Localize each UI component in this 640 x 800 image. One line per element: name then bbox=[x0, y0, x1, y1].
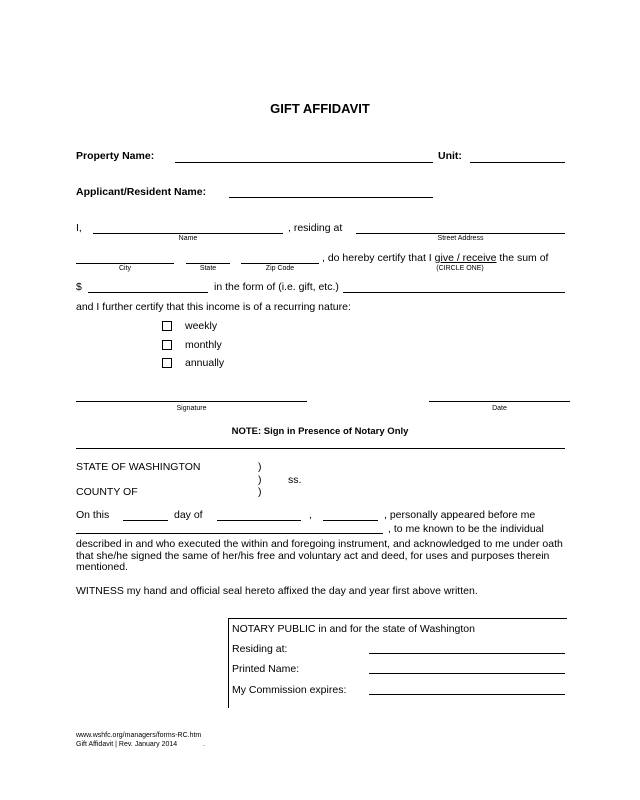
appeared-text: , personally appeared before me bbox=[384, 509, 536, 521]
footer-revision: Gift Affidavit | Rev. January 2014 bbox=[76, 741, 178, 748]
printed-name-label: Printed Name: bbox=[232, 663, 300, 675]
street-address-caption: Street Address bbox=[437, 235, 484, 242]
printed-name-field[interactable] bbox=[369, 673, 565, 674]
date-caption: Date bbox=[492, 405, 507, 412]
recurring-statement: and I further certify that this income is of a recurring nature: bbox=[76, 301, 351, 313]
on-this-label: On this bbox=[76, 509, 110, 521]
individual-name-field[interactable] bbox=[76, 533, 383, 534]
amount-field[interactable] bbox=[88, 292, 208, 293]
section-divider bbox=[76, 448, 565, 449]
name-field[interactable] bbox=[93, 233, 283, 234]
name-caption: Name bbox=[178, 235, 198, 242]
county-of: COUNTY OF bbox=[76, 486, 138, 498]
commission-expires-label: My Commission expires: bbox=[232, 684, 347, 696]
zip-code-field[interactable] bbox=[241, 263, 319, 264]
known-text: , to me known to be the individual bbox=[388, 523, 544, 535]
monthly-checkbox[interactable] bbox=[162, 340, 172, 350]
annually-label: annually bbox=[185, 357, 225, 369]
comma-separator: , bbox=[309, 509, 312, 521]
footer-mark: . bbox=[203, 741, 205, 748]
signature-field[interactable] bbox=[76, 401, 307, 402]
applicant-name-field[interactable] bbox=[229, 197, 433, 198]
date-field[interactable] bbox=[429, 401, 570, 402]
notary-public-label: NOTARY PUBLIC in and for the state of Washington bbox=[232, 623, 475, 635]
ss-label: ss. bbox=[288, 474, 302, 486]
give-receive-choice[interactable]: give / receive bbox=[434, 252, 497, 264]
notary-signature-line[interactable] bbox=[228, 618, 567, 619]
notary-block-border bbox=[228, 618, 229, 708]
weekly-label: weekly bbox=[185, 320, 218, 332]
property-name-label: Property Name: bbox=[76, 150, 155, 162]
signature-caption: Signature bbox=[176, 405, 207, 412]
street-address-field[interactable] bbox=[356, 233, 565, 234]
form-of-field[interactable] bbox=[343, 292, 565, 293]
witness-statement: WITNESS my hand and official seal hereto affixed the day and year first above written. bbox=[76, 585, 478, 597]
dollar-sign: $ bbox=[76, 281, 82, 293]
paren-3: ) bbox=[258, 486, 262, 498]
page-title: GIFT AFFIDAVIT bbox=[270, 101, 370, 116]
year-field[interactable] bbox=[323, 520, 378, 521]
footer-url: www.wshfc.org/managers/forms-RC.htm bbox=[76, 732, 202, 739]
paren-1: ) bbox=[258, 461, 262, 473]
residing-at-notary-label: Residing at: bbox=[232, 643, 288, 655]
residing-at-label: , residing at bbox=[288, 222, 343, 234]
state-field[interactable] bbox=[186, 263, 230, 264]
city-field[interactable] bbox=[76, 263, 174, 264]
notary-note: NOTE: Sign in Presence of Notary Only bbox=[231, 426, 409, 437]
city-caption: City bbox=[118, 265, 132, 272]
unit-field[interactable] bbox=[470, 162, 565, 163]
certify-text-post: the sum of bbox=[496, 252, 549, 264]
applicant-name-label: Applicant/Resident Name: bbox=[76, 186, 207, 198]
zip-code-caption: Zip Code bbox=[265, 265, 295, 272]
paren-2: ) bbox=[258, 474, 262, 486]
month-field[interactable] bbox=[217, 520, 301, 521]
i-label: I, bbox=[76, 222, 82, 234]
circle-one-caption: (CIRCLE ONE) bbox=[436, 265, 484, 272]
weekly-checkbox[interactable] bbox=[162, 321, 172, 331]
state-of-washington: STATE OF WASHINGTON bbox=[76, 461, 201, 473]
property-name-field[interactable] bbox=[175, 162, 433, 163]
form-of-label: in the form of (i.e. gift, etc.) bbox=[214, 281, 339, 293]
annually-checkbox[interactable] bbox=[162, 358, 172, 368]
notary-residing-field[interactable] bbox=[369, 653, 565, 654]
state-caption: State bbox=[199, 265, 217, 272]
certify-text-pre: , do hereby certify that I bbox=[322, 252, 435, 264]
described-paragraph: described in and who executed the within and foregoing instrument, and acknowledged to me under oath that she/he signed the same of her/his free and voluntary act and deed, for uses and purposes therein mentioned. bbox=[76, 538, 563, 573]
monthly-label: monthly bbox=[185, 339, 222, 351]
commission-expires-field[interactable] bbox=[369, 694, 565, 695]
day-field[interactable] bbox=[123, 520, 168, 521]
unit-label: Unit: bbox=[438, 150, 462, 162]
day-of-label: day of bbox=[174, 509, 203, 521]
certify-statement bbox=[322, 252, 548, 264]
